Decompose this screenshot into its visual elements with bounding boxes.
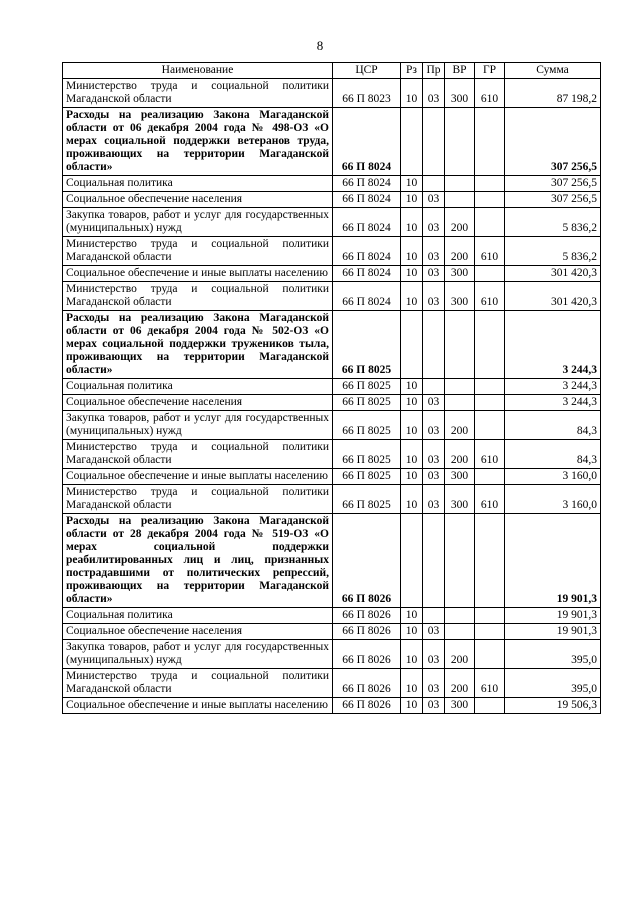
- cell-vr: [445, 176, 475, 192]
- cell-rz: 10: [401, 266, 423, 282]
- table-row: [63, 108, 601, 176]
- cell-name: Социальное обеспечение населения: [63, 395, 333, 411]
- cell-gr: 610: [475, 282, 505, 311]
- cell-rz: 10: [401, 79, 423, 108]
- cell-sum: 395,0: [505, 640, 601, 669]
- cell-pr: [423, 514, 445, 608]
- cell-csr: 66 П 8026: [333, 608, 401, 624]
- cell-gr: 610: [475, 79, 505, 108]
- cell-vr: [445, 108, 475, 176]
- cell-gr: [475, 608, 505, 624]
- cell-csr: 66 П 8024: [333, 108, 401, 176]
- cell-vr: 300: [445, 485, 475, 514]
- cell-vr: 200: [445, 669, 475, 698]
- cell-csr: 66 П 8023: [333, 79, 401, 108]
- cell-sum: 19 506,3: [505, 698, 601, 714]
- cell-pr: 03: [423, 640, 445, 669]
- cell-vr: 300: [445, 698, 475, 714]
- cell-pr: 03: [423, 411, 445, 440]
- cell-csr: 66 П 8025: [333, 395, 401, 411]
- cell-gr: [475, 698, 505, 714]
- cell-csr: 66 П 8026: [333, 698, 401, 714]
- cell-name: Социальное обеспечение населения: [63, 192, 333, 208]
- table-row: [63, 176, 601, 192]
- table-row: [63, 624, 601, 640]
- cell-pr: 03: [423, 698, 445, 714]
- cell-vr: 200: [445, 237, 475, 266]
- cell-pr: 03: [423, 469, 445, 485]
- cell-gr: [475, 208, 505, 237]
- cell-csr: 66 П 8026: [333, 624, 401, 640]
- table-row: [63, 440, 601, 469]
- cell-csr: 66 П 8024: [333, 282, 401, 311]
- cell-sum: 3 244,3: [505, 395, 601, 411]
- header-sum: Сумма: [505, 63, 601, 79]
- header-name: Наименование: [63, 63, 333, 79]
- header-gr: ГР: [475, 63, 505, 79]
- cell-rz: [401, 311, 423, 379]
- cell-sum: 307 256,5: [505, 192, 601, 208]
- cell-name: Министерство труда и социальной политики Магаданской области: [63, 485, 333, 514]
- table-row: [63, 669, 601, 698]
- cell-gr: 610: [475, 237, 505, 266]
- cell-pr: [423, 176, 445, 192]
- cell-gr: [475, 640, 505, 669]
- cell-vr: 300: [445, 282, 475, 311]
- cell-sum: 84,3: [505, 411, 601, 440]
- header-pr: Пр: [423, 63, 445, 79]
- cell-csr: 66 П 8026: [333, 669, 401, 698]
- cell-gr: 610: [475, 440, 505, 469]
- cell-pr: 03: [423, 440, 445, 469]
- cell-vr: 200: [445, 440, 475, 469]
- cell-sum: 19 901,3: [505, 624, 601, 640]
- table-header-row: [63, 63, 601, 79]
- cell-pr: [423, 379, 445, 395]
- table-row: [63, 608, 601, 624]
- cell-name: Закупка товаров, работ и услуг для государственных (муниципальных) нужд: [63, 640, 333, 669]
- cell-pr: [423, 608, 445, 624]
- cell-vr: [445, 395, 475, 411]
- cell-vr: 300: [445, 79, 475, 108]
- table-row: [63, 514, 601, 608]
- cell-vr: 200: [445, 640, 475, 669]
- cell-csr: 66 П 8025: [333, 311, 401, 379]
- cell-rz: 10: [401, 208, 423, 237]
- cell-sum: 19 901,3: [505, 608, 601, 624]
- table-row: [63, 79, 601, 108]
- cell-rz: [401, 108, 423, 176]
- table-row: [63, 237, 601, 266]
- cell-pr: 03: [423, 208, 445, 237]
- cell-pr: [423, 311, 445, 379]
- table-row: [63, 485, 601, 514]
- cell-gr: [475, 266, 505, 282]
- budget-table: [62, 62, 601, 714]
- cell-gr: [475, 192, 505, 208]
- cell-name: Социальное обеспечение населения: [63, 624, 333, 640]
- cell-rz: 10: [401, 411, 423, 440]
- cell-name: Социальное обеспечение и иные выплаты населению: [63, 469, 333, 485]
- cell-sum: 84,3: [505, 440, 601, 469]
- table-row: [63, 266, 601, 282]
- cell-pr: 03: [423, 79, 445, 108]
- cell-gr: [475, 395, 505, 411]
- table-row: [63, 640, 601, 669]
- page-number: 8: [316, 38, 324, 53]
- cell-csr: 66 П 8024: [333, 237, 401, 266]
- cell-sum: 5 836,2: [505, 237, 601, 266]
- cell-pr: 03: [423, 266, 445, 282]
- cell-sum: 19 901,3: [505, 514, 601, 608]
- cell-gr: 610: [475, 669, 505, 698]
- cell-name: Социальная политика: [63, 608, 333, 624]
- cell-rz: 10: [401, 624, 423, 640]
- header-vr: ВР: [445, 63, 475, 79]
- cell-rz: 10: [401, 485, 423, 514]
- cell-name: Закупка товаров, работ и услуг для государственных (муниципальных) нужд: [63, 208, 333, 237]
- cell-rz: 10: [401, 176, 423, 192]
- cell-pr: 03: [423, 624, 445, 640]
- cell-vr: [445, 192, 475, 208]
- cell-name: Социальное обеспечение и иные выплаты населению: [63, 698, 333, 714]
- cell-rz: [401, 514, 423, 608]
- cell-vr: [445, 624, 475, 640]
- cell-csr: 66 П 8026: [333, 640, 401, 669]
- table-row: [63, 469, 601, 485]
- cell-sum: 301 420,3: [505, 282, 601, 311]
- table-row: [63, 379, 601, 395]
- cell-sum: 307 256,5: [505, 176, 601, 192]
- cell-sum: 301 420,3: [505, 266, 601, 282]
- cell-name: Социальная политика: [63, 176, 333, 192]
- cell-vr: [445, 311, 475, 379]
- cell-name: Расходы на реализацию Закона Магаданской области от 06 декабря 2004 года № 502-ОЗ «О мерах социальной поддержки тружеников тыла, проживающих на территории Магаданской области»: [63, 311, 333, 379]
- cell-gr: [475, 469, 505, 485]
- cell-csr: 66 П 8024: [333, 176, 401, 192]
- table-row: [63, 411, 601, 440]
- cell-pr: [423, 108, 445, 176]
- cell-name: Министерство труда и социальной политики Магаданской области: [63, 237, 333, 266]
- cell-pr: 03: [423, 192, 445, 208]
- header-rz: Рз: [401, 63, 423, 79]
- cell-name: Расходы на реализацию Закона Магаданской области от 28 декабря 2004 года № 519-ОЗ «О мерах социальной поддержки реабилитированных лиц и лиц, признанных пострадавшими от политических репрессий, проживающих на территории Магаданской области»: [63, 514, 333, 608]
- cell-vr: 200: [445, 411, 475, 440]
- cell-name: Министерство труда и социальной политики Магаданской области: [63, 79, 333, 108]
- cell-gr: [475, 108, 505, 176]
- cell-gr: [475, 514, 505, 608]
- cell-rz: 10: [401, 669, 423, 698]
- cell-csr: 66 П 8025: [333, 440, 401, 469]
- table-row: [63, 282, 601, 311]
- table-row: [63, 311, 601, 379]
- cell-sum: 3 244,3: [505, 311, 601, 379]
- cell-vr: [445, 379, 475, 395]
- cell-vr: 300: [445, 266, 475, 282]
- cell-rz: 10: [401, 237, 423, 266]
- cell-pr: 03: [423, 395, 445, 411]
- cell-name: Министерство труда и социальной политики Магаданской области: [63, 282, 333, 311]
- table-row: [63, 192, 601, 208]
- cell-rz: 10: [401, 469, 423, 485]
- cell-name: Министерство труда и социальной политики Магаданской области: [63, 669, 333, 698]
- cell-pr: 03: [423, 669, 445, 698]
- cell-gr: [475, 411, 505, 440]
- cell-sum: 3 160,0: [505, 469, 601, 485]
- cell-sum: 87 198,2: [505, 79, 601, 108]
- cell-csr: 66 П 8026: [333, 514, 401, 608]
- cell-rz: 10: [401, 440, 423, 469]
- cell-gr: [475, 379, 505, 395]
- cell-sum: 3 160,0: [505, 485, 601, 514]
- cell-name: Социальное обеспечение и иные выплаты населению: [63, 266, 333, 282]
- cell-gr: [475, 311, 505, 379]
- cell-csr: 66 П 8025: [333, 485, 401, 514]
- cell-rz: 10: [401, 192, 423, 208]
- cell-vr: 200: [445, 208, 475, 237]
- cell-vr: [445, 514, 475, 608]
- cell-sum: 395,0: [505, 669, 601, 698]
- cell-csr: 66 П 8024: [333, 208, 401, 237]
- cell-sum: 3 244,3: [505, 379, 601, 395]
- cell-rz: 10: [401, 640, 423, 669]
- cell-rz: 10: [401, 379, 423, 395]
- cell-name: Социальная политика: [63, 379, 333, 395]
- cell-name: Министерство труда и социальной политики Магаданской области: [63, 440, 333, 469]
- cell-pr: 03: [423, 237, 445, 266]
- cell-csr: 66 П 8024: [333, 192, 401, 208]
- cell-csr: 66 П 8024: [333, 266, 401, 282]
- cell-name: Расходы на реализацию Закона Магаданской области от 06 декабря 2004 года № 498-ОЗ «О мерах социальной поддержки ветеранов труда, проживающих на территории Магаданской области»: [63, 108, 333, 176]
- cell-rz: 10: [401, 608, 423, 624]
- cell-csr: 66 П 8025: [333, 469, 401, 485]
- cell-gr: [475, 176, 505, 192]
- table-row: [63, 395, 601, 411]
- header-csr: ЦСР: [333, 63, 401, 79]
- cell-name: Закупка товаров, работ и услуг для государственных (муниципальных) нужд: [63, 411, 333, 440]
- cell-csr: 66 П 8025: [333, 379, 401, 395]
- table-row: [63, 208, 601, 237]
- table-row: [63, 698, 601, 714]
- cell-sum: 5 836,2: [505, 208, 601, 237]
- cell-rz: 10: [401, 395, 423, 411]
- cell-vr: [445, 608, 475, 624]
- cell-pr: 03: [423, 485, 445, 514]
- cell-pr: 03: [423, 282, 445, 311]
- cell-rz: 10: [401, 698, 423, 714]
- cell-sum: 307 256,5: [505, 108, 601, 176]
- cell-rz: 10: [401, 282, 423, 311]
- cell-gr: 610: [475, 485, 505, 514]
- table-body: [63, 79, 601, 714]
- cell-vr: 300: [445, 469, 475, 485]
- cell-gr: [475, 624, 505, 640]
- cell-csr: 66 П 8025: [333, 411, 401, 440]
